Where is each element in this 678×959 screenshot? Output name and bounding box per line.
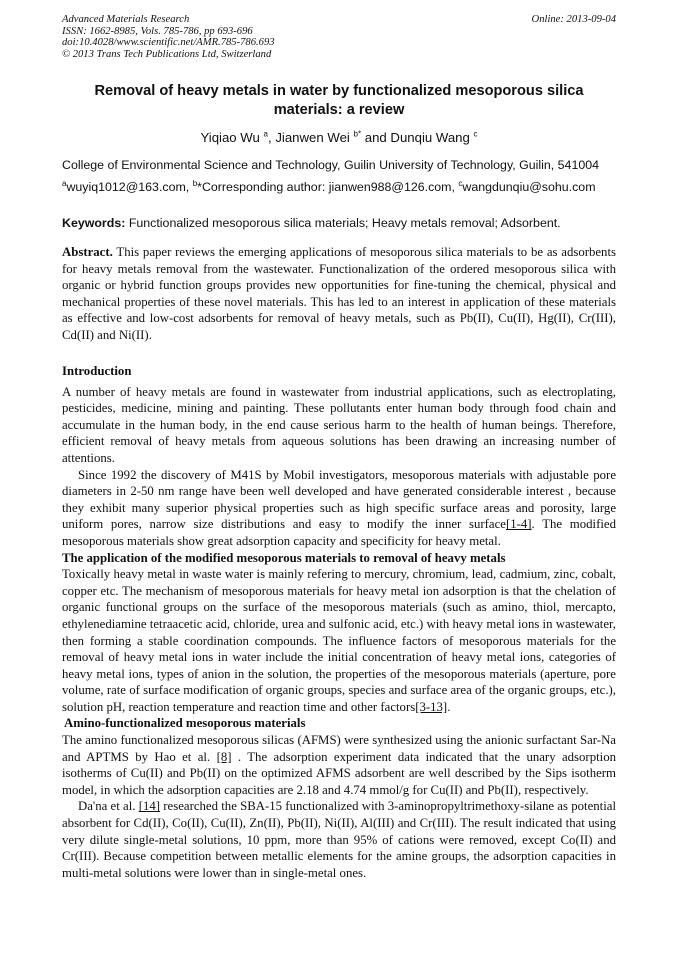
email-address[interactable]: wuyiq1012@163.com, — [66, 180, 193, 194]
paragraph — [62, 798, 616, 881]
citation-link[interactable]: [3-13] — [415, 699, 448, 714]
email-mark: c — [458, 178, 463, 188]
section-heading: Amino-functionalized mesoporous materials — [64, 716, 306, 731]
doi-line: doi:10.4028/www.scientific.net/AMR.785-786.693 — [62, 37, 275, 49]
author-name: Dunqiu Wang — [390, 130, 470, 145]
email-address[interactable]: wangdunqiu@sohu.com — [462, 180, 596, 194]
author-list — [62, 130, 616, 145]
issn-line: ISSN: 1662-8985, Vols. 785-786, pp 693-696 — [62, 25, 253, 37]
citation-link[interactable]: [8] — [216, 749, 232, 764]
section-heading: The application of the modified mesoporous materials to removal of heavy metals — [62, 550, 506, 565]
paragraph-text: Da'na et al. — [78, 799, 139, 814]
abstract-label: Abstract. — [62, 245, 113, 259]
journal-header — [62, 14, 616, 60]
paragraph-text: . The adsorption experiment data indicated that the unary adsorption isotherms of Cu(II) and Pb(II) on the optimized AFMS adsorbent are well described by the Sips isotherm model, in which the adsorption capacities are 2.18 and 4.74 mmol/g for Cu(II) and Pb(II), respectively. — [62, 749, 616, 797]
section-heading: Introduction — [62, 364, 132, 378]
paragraph — [62, 467, 616, 550]
journal-name: Advanced Materials Research — [62, 14, 190, 25]
copyright-line: © 2013 Trans Tech Publications Ltd, Switzerland — [62, 48, 272, 60]
abstract-text: This paper reviews the emerging applications of mesoporous silica materials to be as adsorbents for heavy metals removal from the wastewater. Functionalization of the ordered mesoporous silica with organic or hybrid function groups provides new opportunities for fine-tuning the chemical, physical and mechanical properties of these novel materials. This has led to an interest in application of these materials as effective and low-cost adsorbents for removal of heavy metals, such as Pb(II), Cu(II), Hg(II), Cr(III), Cd(II) and Ni(II). — [62, 245, 616, 342]
paragraph-text: researched the SBA-15 functionalized with 3-aminopropyltrimethoxy-silane as potential absorbent for Cd(II), Co(II), Cu(II), Zn(II), Pb(II), Ni(II), Al(III) and Cr(III). The result indicated that using very dilute single-metal solutions, 10 ppm, more than 95% of cations were removed, except Co(II) and Cr(III). Because competition between metallic elements for the amine groups, the adsorption capacities in multi-metal solutions were lower than in single-metal ones. — [62, 799, 616, 880]
author-separator: , — [267, 130, 276, 145]
citation-link[interactable]: [14] — [138, 799, 161, 814]
paragraph — [62, 732, 616, 798]
author-mark: c — [473, 129, 478, 139]
keywords-text: Functionalized mesoporous silica materials; Heavy metals removal; Adsorbent. — [128, 216, 561, 230]
paragraph — [62, 566, 616, 715]
author-separator: and — [361, 130, 391, 145]
author-mark: b* — [353, 129, 362, 139]
paragraph-text: . The modified mesoporous materials show great adsorption capacity and specificity for heavy metal. — [62, 517, 617, 548]
keywords — [62, 216, 616, 230]
online-date: Online: 2013-09-04 — [531, 14, 616, 25]
keywords-label: Keywords: — [62, 216, 126, 230]
paragraph-text: Toxically heavy metal in waste water is mainly refering to mercury, chromium, lead, cadmium, zinc, cobalt, copper etc. The mechanism of mesoporous materials for heavy metal ion adsorption is that the chelation of organic functional groups on the surface of the mesoporous materials (such as amino, thiol, mercapto, ethylenediamine tetraacetic acid, chloride, urea and sulfonic acid, etc.) with heavy metal ions in wastewater, then forming a stable coordination compounds. The influence factors of mesoporous materials for the removal of heavy metal ions in water include the initial concentration of heavy metal ions, categories of heavy metal ions, types of anion in the solution, the properties of the mesoporous materials (aperture, pore volume, rate of surface modification of organic groups, species and surface area of the organic groups, etc.), solution pH, reaction temperature and reaction time and other factors — [62, 567, 616, 714]
email-mark: b — [192, 178, 198, 188]
main-text — [62, 363, 616, 881]
author-mark: a — [263, 129, 268, 139]
author-name: Yiqiao Wu — [200, 130, 260, 145]
author-name: Jianwen Wei — [275, 130, 350, 145]
email-mark: a — [62, 178, 67, 188]
paragraph-text: The amino functionalized mesoporous silicas (AFMS) were synthesized using the anionic surfactant Sar-Na and APTMS by Hao et al. — [62, 733, 616, 764]
paragraph: A number of heavy metals are found in wastewater from industrial applications, such as electroplating, pesticides, medicine, mining and painting. These pollutants enter human body through food chain and accumulate in the human body, in the end cause serious harm to the health of human beings. Therefore, efficient removal of heavy metals from aqueous solutions has been drawing an increasing number of attentions. — [62, 384, 616, 465]
paragraph-text: . — [447, 699, 451, 714]
citation-link[interactable]: [1-4] — [505, 517, 532, 532]
email-line — [62, 180, 628, 194]
abstract — [62, 244, 616, 344]
paragraph-text: Since 1992 the discovery of M41S by Mobil investigators, mesoporous materials with adjustable pore diameters in 2-50 nm range have been well developed and have generated considerable interest , because they exhibit many superior physical properties such as high specific surface areas and porosity, large uniform pores, narrow size distributions and easy to modify the inner surface — [62, 467, 616, 532]
email-address[interactable]: *Corresponding author: jianwen988@126.com, — [197, 180, 459, 194]
affiliation: College of Environmental Science and Technology, Guilin University of Technology, Guilin, 541004 — [62, 158, 600, 172]
paper-title: Removal of heavy metals in water by functionalized mesoporous silica materials: a review — [94, 83, 584, 118]
